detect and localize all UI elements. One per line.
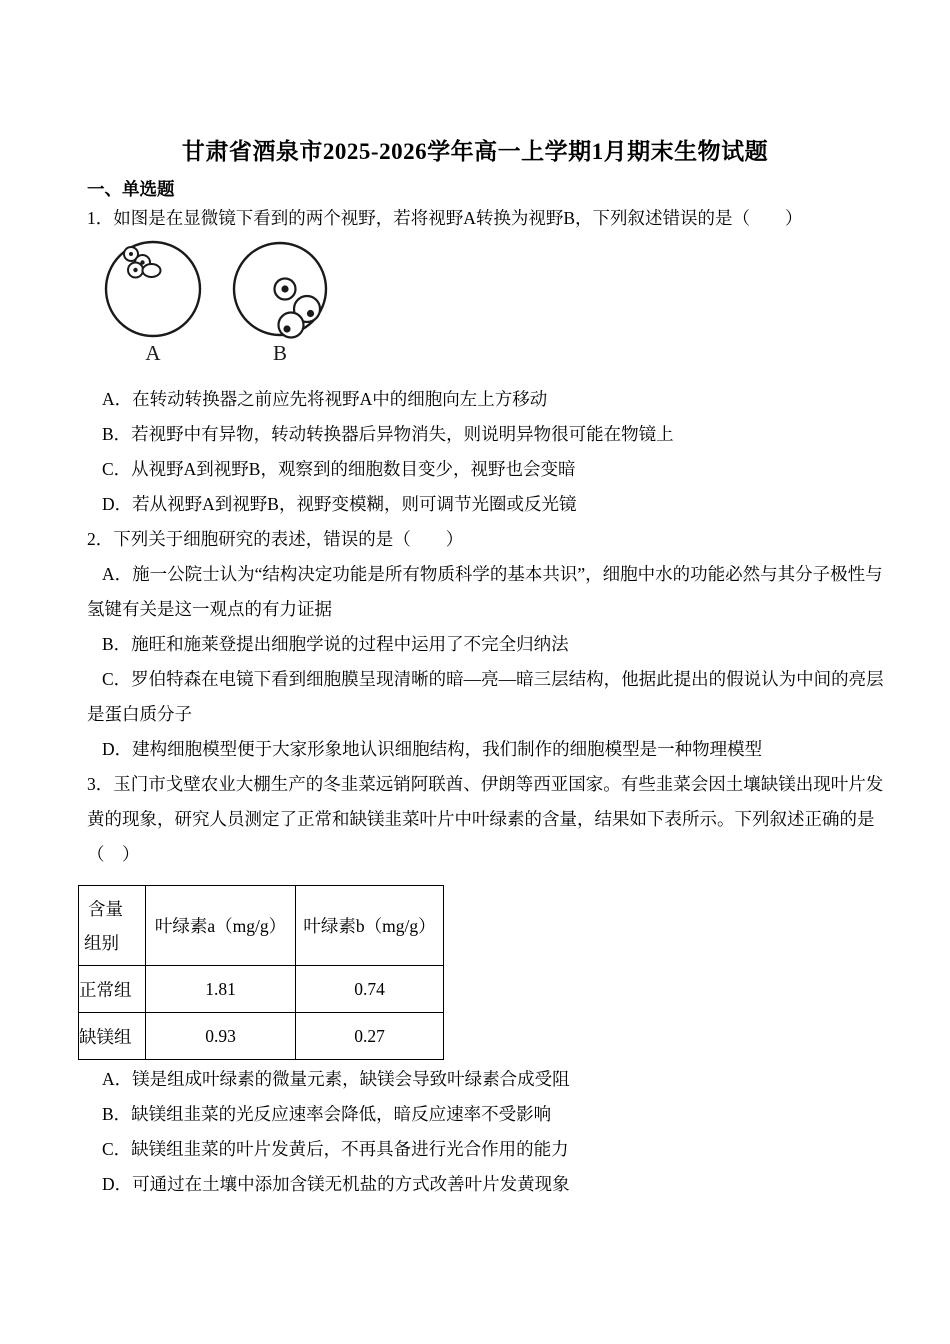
- question-3-stem: 3．玉门市戈壁农业大棚生产的冬韭菜远销阿联酋、伊朗等西亚国家。有些韭菜会因土壤缺镁出现叶片发黄的现象，研究人员测定了正常和缺镁韭菜叶片中叶绿素的含量，结果如下表所示。下列叙述正确的是（ ）: [87, 774, 884, 864]
- view-a-label: A: [145, 341, 161, 365]
- row-chl-a-value: 1.81: [146, 966, 296, 1013]
- row-chl-b-value: 0.27: [296, 1013, 444, 1060]
- row-group-label: 正常组: [79, 966, 146, 1013]
- microscope-figure: [97, 238, 894, 366]
- question-2-option-a: A．施一公院士认为“结构决定功能是所有物质科学的基本共识”，细胞中水的功能必然与其分子极性与氢键有关是这一观点的有力证据: [87, 564, 883, 619]
- view-b-circle: [234, 243, 326, 338]
- view-a-circle: [106, 242, 200, 336]
- table-header-row: [79, 886, 444, 966]
- question-3-option-a: A．镁是组成叶绿素的微量元素，缺镁会导致叶绿素合成受阻: [102, 1069, 570, 1089]
- row-chl-b-value: 0.74: [296, 966, 444, 1013]
- table-column-header-chl-a: 叶绿素a（mg/g）: [146, 886, 296, 966]
- question-3-option-b: B．缺镁组韭菜的光反应速率会降低，暗反应速率不受影响: [102, 1104, 552, 1124]
- chlorophyll-table: [78, 885, 444, 1060]
- table-corner-bottom-label: 组别: [84, 932, 119, 953]
- question-3-option-d: D．可通过在土壤中添加含镁无机盐的方式改善叶片发黄现象: [102, 1174, 570, 1194]
- row-chl-a-value: 0.93: [146, 1013, 296, 1060]
- question-1-option-d: D．若从视野A到视野B，视野变模糊，则可调节光圈或反光镜: [102, 494, 577, 514]
- question-2-option-c: C．罗伯特森在电镜下看到细胞膜呈现清晰的暗—亮—暗三层结构，他据此提出的假说认为中间的亮层是蛋白质分子: [87, 669, 884, 724]
- question-3-option-c: C．缺镁组韭菜的叶片发黄后，不再具备进行光合作用的能力: [102, 1139, 569, 1159]
- table-column-header-chl-b: 叶绿素b（mg/g）: [296, 886, 444, 966]
- view-b-label: B: [272, 341, 288, 365]
- question-2-stem: 2．下列关于细胞研究的表述，错误的是（ ）: [87, 529, 464, 549]
- table-corner-top-label: 含量: [88, 898, 123, 919]
- question-1-stem: 1．如图是在显微镜下看到的两个视野，若将视野A转换为视野B，下列叙述错误的是（ ）: [87, 208, 803, 228]
- row-group-label: 缺镁组: [79, 1013, 146, 1060]
- exam-content: [0, 177, 950, 1202]
- question-2-option-b: B．施旺和施莱登提出细胞学说的过程中运用了不完全归纳法: [102, 634, 569, 654]
- page-title: 甘肃省酒泉市2025-2026学年高一上学期1月期末生物试题: [181, 139, 769, 164]
- microscope-views-illustration: [97, 238, 357, 366]
- table-row-mg-deficient: [79, 1013, 444, 1060]
- question-1-option-b: B．若视野中有异物，转动转换器后异物消失，则说明异物很可能在物镜上: [102, 424, 674, 444]
- table-corner-cell: [79, 886, 146, 966]
- section-heading: 一、单选题: [87, 179, 175, 199]
- question-2-option-d: D．建构细胞模型便于大家形象地认识细胞结构，我们制作的细胞模型是一种物理模型: [102, 739, 763, 759]
- table-row-normal: [79, 966, 444, 1013]
- question-1-option-c: C．从视野A到视野B，观察到的细胞数目变少，视野也会变暗: [102, 459, 576, 479]
- question-1-option-a: A．在转动转换器之前应先将视野A中的细胞向左上方移动: [102, 389, 548, 409]
